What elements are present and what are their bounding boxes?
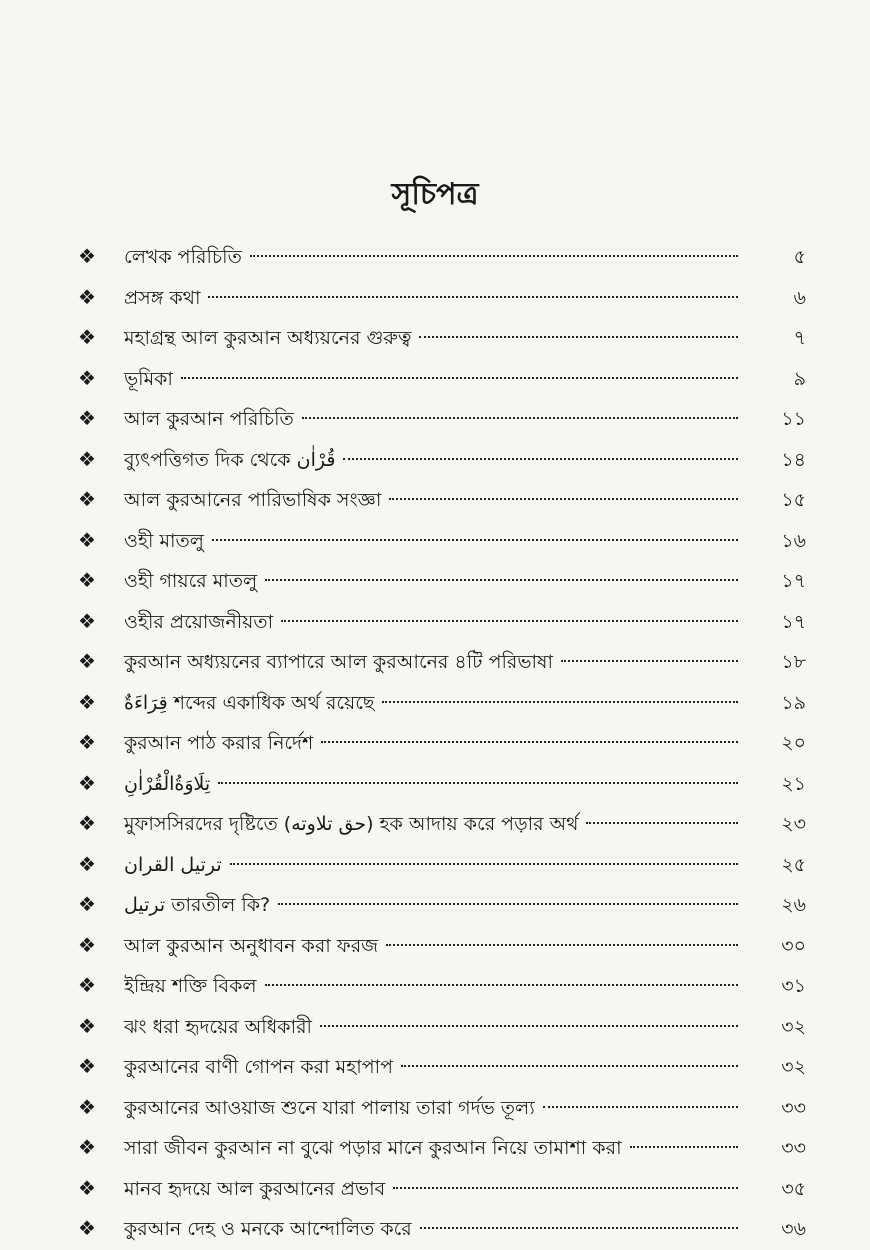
toc-entry-title: কুরআন অধ্যয়নের ব্যাপারে আল কুরআনের ৪টি পরিভাষা <box>124 651 554 673</box>
toc-entry-title: ওহী গায়রে মাতলু <box>124 570 258 592</box>
toc-entry <box>78 1006 818 1047</box>
toc-entry-title: আল কুরআন অনুধাবন করা ফরজ <box>124 934 379 957</box>
toc-entry <box>78 398 818 439</box>
toc-entry-title: ইন্দ্রিয় শক্তি বিকল <box>124 975 257 997</box>
toc-entry <box>78 641 818 682</box>
toc-entry <box>78 965 818 1006</box>
toc-entry <box>78 358 818 399</box>
toc-entry <box>78 1046 818 1087</box>
toc-entry <box>78 763 818 804</box>
toc-entry <box>78 722 818 763</box>
toc-entry-page-number: ১৯ <box>781 691 806 714</box>
toc-entry <box>78 1127 818 1168</box>
toc-entry-title: ترتيل তারতীল কি? <box>124 894 271 916</box>
toc-entry-title: সারা জীবন কুরআন না বুঝে পড়ার মানে কুরআন নিয়ে তামাশা করা <box>124 1137 622 1159</box>
four-diamond-bullet-icon: ❖ <box>78 608 96 633</box>
toc-entry <box>78 317 818 358</box>
toc-entry-title: আল কুরআন পরিচিতি <box>124 408 294 430</box>
dot-leader <box>250 255 738 257</box>
toc-entry-title: قِرَاءَةٌ শব্দের একাধিক অর্থ রয়েছে <box>124 691 375 714</box>
toc-entry-page-number: ১৭ <box>781 570 806 592</box>
four-diamond-bullet-icon: ❖ <box>78 1216 96 1240</box>
four-diamond-bullet-icon: ❖ <box>78 406 96 430</box>
toc-entry-page-number: ৩৬ <box>781 1218 806 1240</box>
toc-entry-page-number: ২০ <box>781 732 806 754</box>
dot-leader <box>393 1187 738 1189</box>
dot-leader <box>265 984 738 986</box>
toc-entry-page-number: ৩০ <box>781 934 806 957</box>
toc-entry <box>78 601 818 642</box>
table-of-contents <box>78 236 818 1249</box>
four-diamond-bullet-icon: ❖ <box>78 1094 96 1119</box>
toc-entry-page-number: ১৪ <box>781 448 806 471</box>
four-diamond-bullet-icon: ❖ <box>78 527 96 552</box>
toc-entry-title: ترتيل القران <box>124 853 222 876</box>
dot-leader <box>561 660 738 662</box>
toc-entry-title: কুরআনের আওয়াজ শুনে যারা পালায় তারা গর্দভ তূল্য <box>124 1096 535 1119</box>
toc-entry-title: ওহীর প্রয়োজনীয়তা <box>124 610 274 633</box>
toc-entry <box>78 1208 818 1249</box>
four-diamond-bullet-icon: ❖ <box>78 932 96 957</box>
toc-entry <box>78 520 818 561</box>
toc-entry <box>78 803 818 844</box>
toc-entry-title: تِلَاوَةُالْقُرْاٰنِ <box>124 772 211 795</box>
four-diamond-bullet-icon: ❖ <box>78 284 96 309</box>
four-diamond-bullet-icon: ❖ <box>78 851 96 876</box>
four-diamond-bullet-icon: ❖ <box>78 487 96 511</box>
dot-leader <box>419 336 738 338</box>
toc-entry-page-number: ১৫ <box>781 489 806 511</box>
toc-entry-title: মানব হৃদয়ে আল কুরআনের প্রভাব <box>124 1177 386 1200</box>
toc-entry <box>78 682 818 723</box>
toc-entry-page-number: ২৬ <box>781 894 806 916</box>
toc-entry <box>78 236 818 277</box>
toc-entry <box>78 1087 818 1128</box>
four-diamond-bullet-icon: ❖ <box>78 811 96 835</box>
toc-entry-page-number: ৩১ <box>781 975 806 997</box>
toc-entry <box>78 925 818 966</box>
toc-entry-page-number: ৩৫ <box>781 1177 806 1200</box>
dot-leader <box>218 782 738 784</box>
toc-entry-title: কুরআনের বাণী গোপন করা মহাপাপ <box>124 1056 394 1078</box>
four-diamond-bullet-icon: ❖ <box>78 730 96 754</box>
toc-entry-title: ভূমিকা <box>124 367 173 390</box>
toc-entry <box>78 560 818 601</box>
toc-entry <box>78 277 818 318</box>
four-diamond-bullet-icon: ❖ <box>78 325 96 349</box>
four-diamond-bullet-icon: ❖ <box>78 1135 96 1159</box>
toc-entry-title: মহাগ্রন্থ আল কুরআন অধ্যয়নের গুরুত্ব <box>124 327 412 349</box>
toc-entry <box>78 479 818 520</box>
toc-entry <box>78 439 818 480</box>
toc-entry-page-number: ৯ <box>793 367 806 390</box>
toc-entry-title: ব্যুৎপত্তিগত দিক থেকে قُرْاٰن <box>124 448 336 471</box>
dot-leader <box>302 417 738 419</box>
dot-leader <box>401 1065 738 1067</box>
four-diamond-bullet-icon: ❖ <box>78 244 96 268</box>
four-diamond-bullet-icon: ❖ <box>78 568 96 592</box>
dot-leader <box>343 458 738 460</box>
toc-entry-page-number: ১১ <box>781 408 806 430</box>
toc-entry-title: কুরআন পাঠ করার নির্দেশ <box>124 732 314 754</box>
dot-leader <box>321 741 738 743</box>
four-diamond-bullet-icon: ❖ <box>78 365 96 390</box>
toc-entry-page-number: ৬ <box>793 286 806 309</box>
dot-leader <box>265 579 738 581</box>
toc-entry-page-number: ২৩ <box>781 813 806 835</box>
toc-entry-page-number: ৩৩ <box>781 1137 806 1159</box>
toc-entry-page-number: ১৮ <box>781 651 806 673</box>
dot-leader <box>230 863 738 865</box>
dot-leader <box>278 903 738 905</box>
four-diamond-bullet-icon: ❖ <box>78 973 96 997</box>
four-diamond-bullet-icon: ❖ <box>78 689 96 714</box>
four-diamond-bullet-icon: ❖ <box>78 892 96 916</box>
dot-leader <box>386 944 738 946</box>
four-diamond-bullet-icon: ❖ <box>78 446 96 471</box>
toc-entry-title: মুফাসসিরদের দৃষ্টিতে (حق تلاوته) হক আদায় করে পড়ার অর্থ <box>124 813 579 835</box>
dot-leader <box>382 701 738 703</box>
toc-entry-page-number: ১৭ <box>781 610 806 633</box>
toc-entry-page-number: ১৬ <box>781 529 806 552</box>
toc-entry <box>78 884 818 925</box>
page-title: সূচিপত্র <box>391 177 479 212</box>
dot-leader <box>420 1227 738 1229</box>
dot-leader <box>543 1106 738 1108</box>
toc-entry-page-number: ২৫ <box>781 853 806 876</box>
toc-entry <box>78 844 818 885</box>
dot-leader <box>208 296 738 298</box>
toc-entry-title: লেখক পরিচিতি <box>124 246 242 268</box>
toc-entry-page-number: ৩৩ <box>781 1096 806 1119</box>
dot-leader <box>212 539 738 541</box>
toc-entry-title: ঝং ধরা হৃদয়ের অধিকারী <box>124 1015 312 1038</box>
toc-entry-title: ওহী মাতলু <box>124 529 204 552</box>
dot-leader <box>586 822 738 824</box>
four-diamond-bullet-icon: ❖ <box>78 1054 96 1078</box>
toc-entry-title: কুরআন দেহ ও মনকে আন্দোলিত করে <box>124 1218 412 1240</box>
toc-entry-title: আল কুরআনের পারিভাষিক সংজ্ঞা <box>124 489 382 511</box>
toc-entry-page-number: ৫ <box>793 246 806 268</box>
four-diamond-bullet-icon: ❖ <box>78 1013 96 1038</box>
toc-entry <box>78 1168 818 1209</box>
toc-entry-page-number: ২১ <box>781 772 806 795</box>
toc-entry-page-number: ৩২ <box>781 1056 806 1078</box>
dot-leader <box>181 377 738 379</box>
dot-leader <box>389 498 738 500</box>
toc-entry-page-number: ৩২ <box>781 1015 806 1038</box>
dot-leader <box>630 1146 738 1148</box>
four-diamond-bullet-icon: ❖ <box>78 1175 96 1200</box>
toc-entry-title: প্রসঙ্গ কথা <box>124 286 201 309</box>
dot-leader <box>281 620 738 622</box>
four-diamond-bullet-icon: ❖ <box>78 770 96 795</box>
toc-entry-page-number: ৭ <box>793 327 806 349</box>
dot-leader <box>320 1025 738 1027</box>
four-diamond-bullet-icon: ❖ <box>78 649 96 673</box>
